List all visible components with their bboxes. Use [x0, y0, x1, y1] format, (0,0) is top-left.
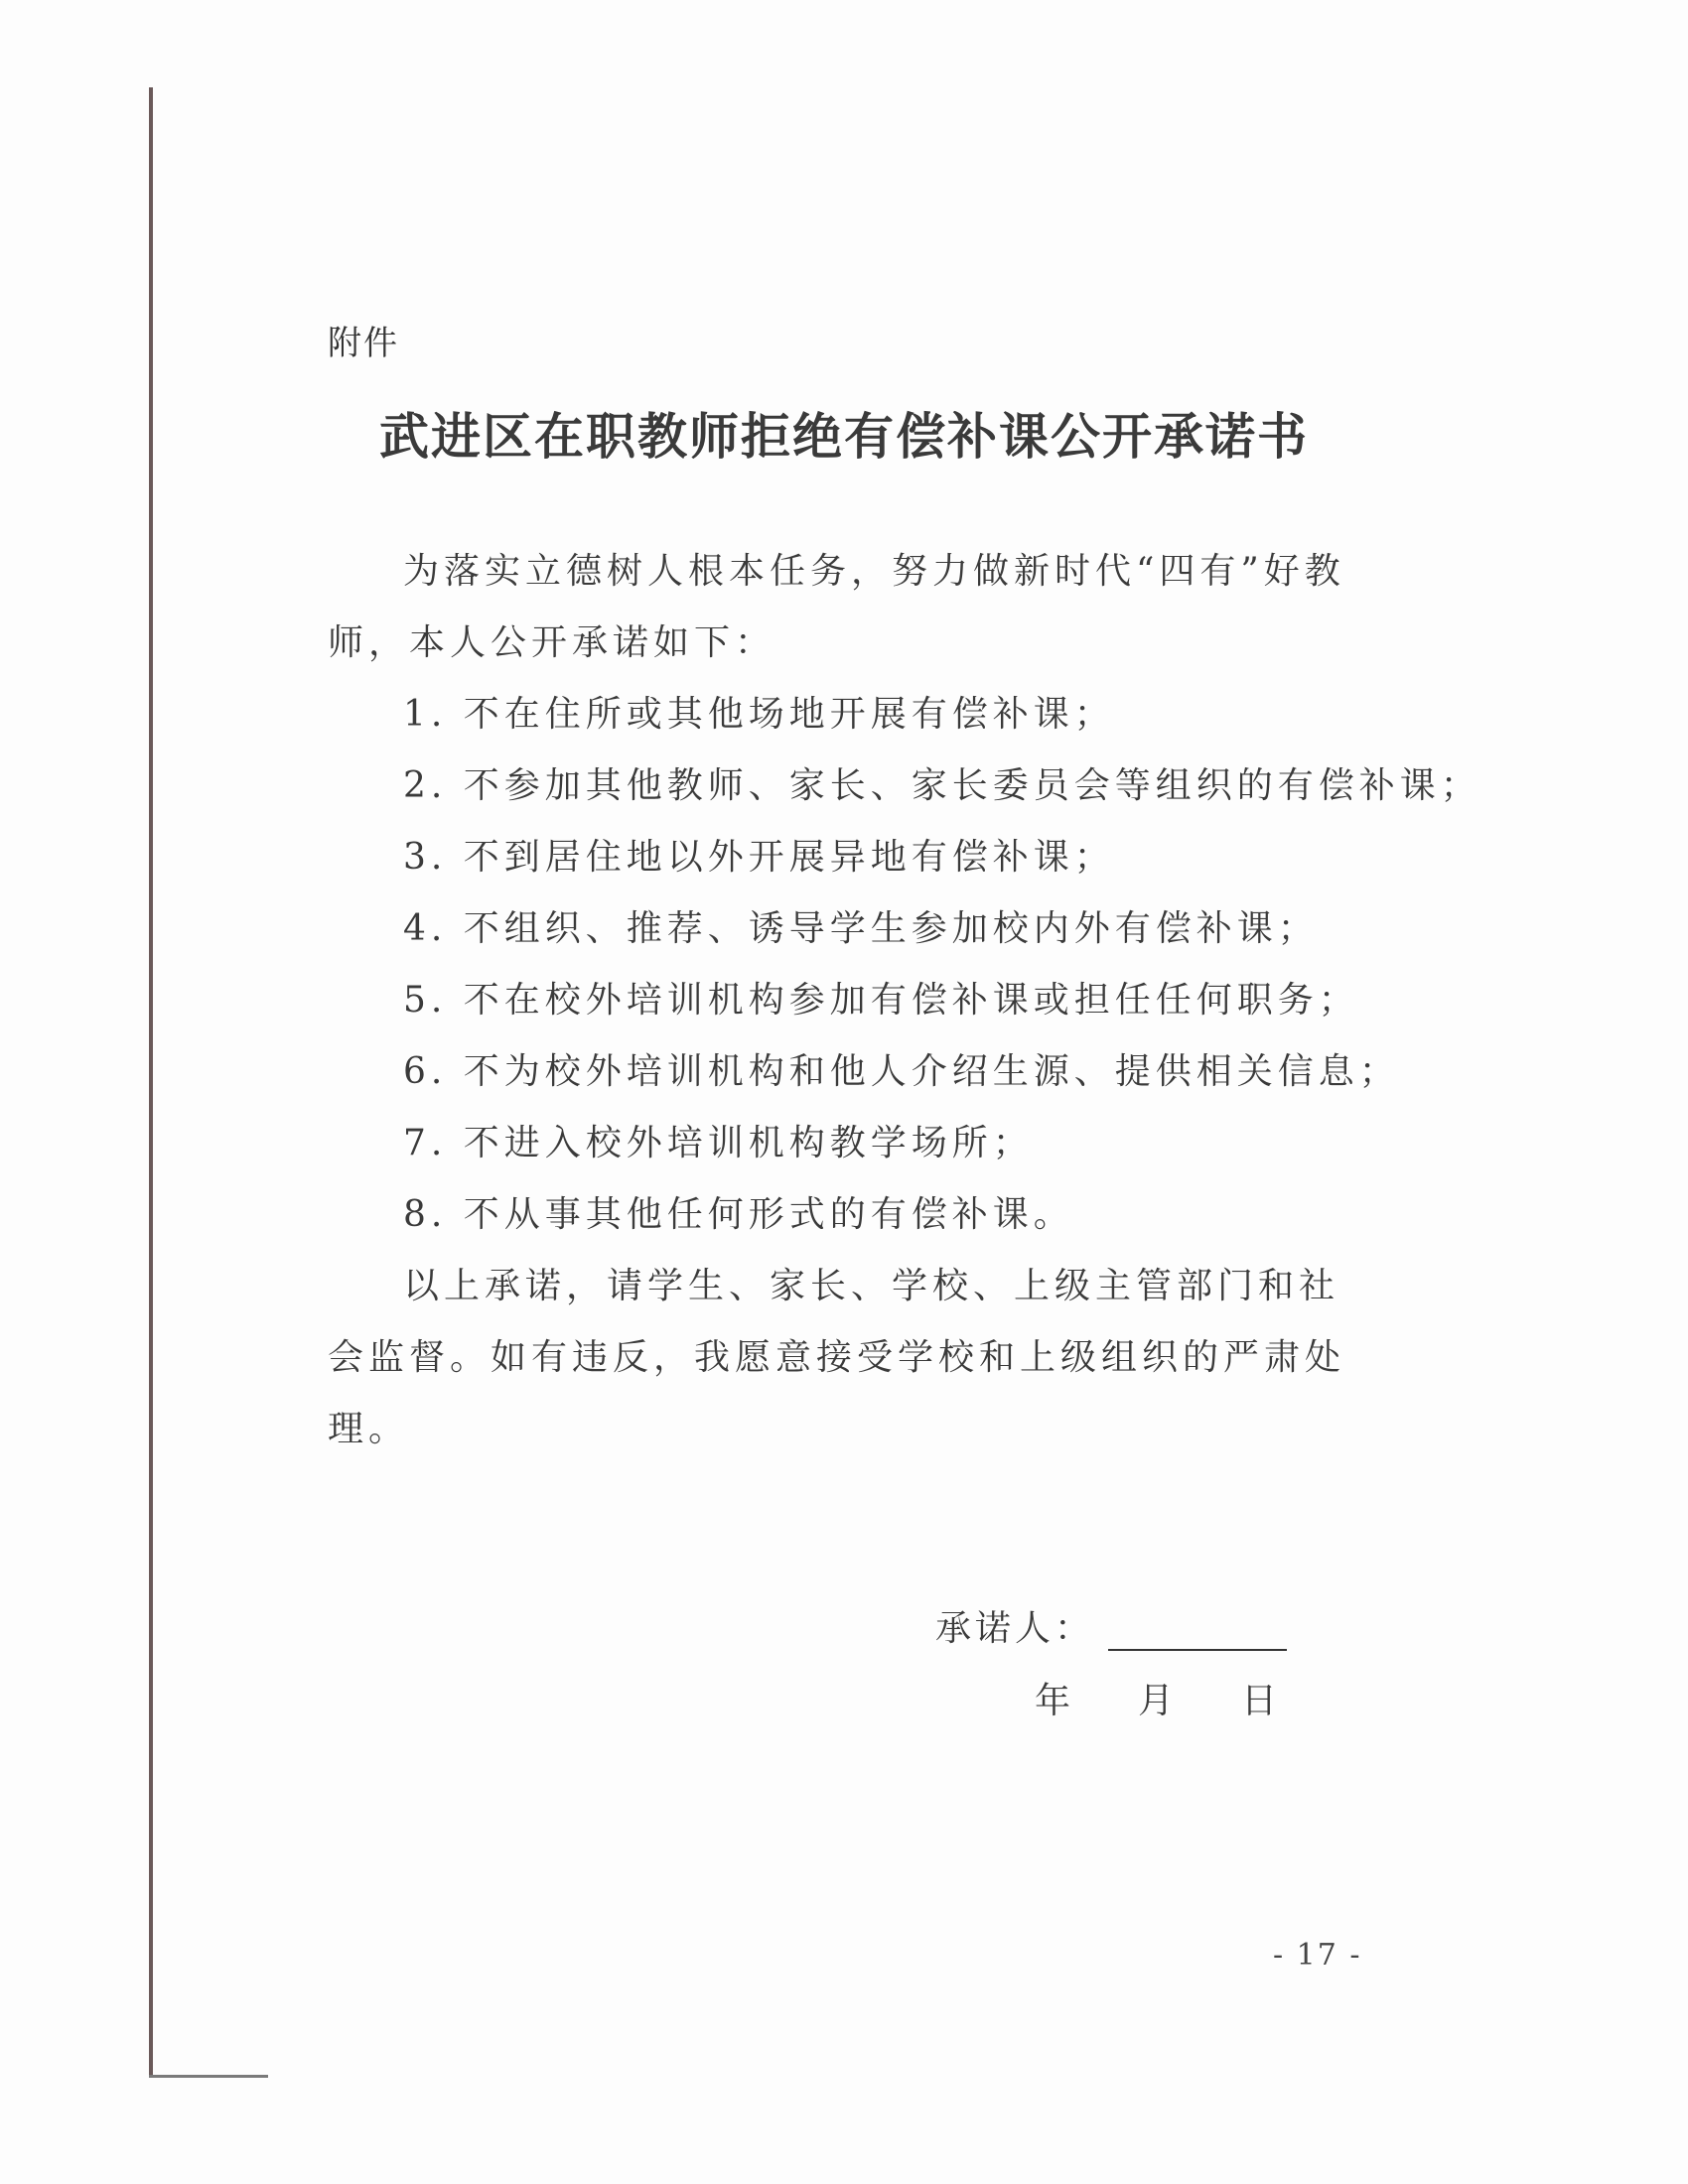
commitment-item: 7. 不进入校外培训机构教学场所；: [403, 1123, 1034, 1163]
commitment-item: 8. 不从事其他任何形式的有偿补课。: [403, 1194, 1074, 1235]
date-year-label: 年: [1035, 1681, 1071, 1721]
scan-bottom-edge: [149, 2075, 268, 2078]
commitment-list: [403, 679, 1481, 1251]
commitment-item: 4. 不组织、推荐、诱导学生参加校内外有偿补课；: [403, 908, 1319, 949]
date-day-label: 日: [1241, 1681, 1278, 1721]
scan-left-edge: [149, 87, 153, 2078]
commitment-item: 2. 不参加其他教师、家长、家长委员会等组织的有偿补课；: [403, 765, 1481, 806]
intro-paragraph: 为落实立德树人根本任务，努力做新时代“四有”好教师，本人公开承诺如下：: [328, 551, 1345, 663]
commitment-item: 1. 不在住所或其他场地开展有偿补课；: [403, 694, 1115, 735]
signature-line: [1108, 1609, 1287, 1651]
page-number: - 17 -: [1273, 1938, 1362, 1973]
date-month-label: 月: [1138, 1681, 1175, 1721]
commitment-item: 5. 不在校外培训机构参加有偿补课或担任任何职务；: [403, 980, 1359, 1021]
signer-label: 承诺人：: [935, 1608, 1095, 1649]
attachment-label: 附件: [328, 324, 399, 363]
commitment-item: 6. 不为校外培训机构和他人介绍生源、提供相关信息；: [403, 1051, 1400, 1092]
document-title: 武进区在职教师拒绝有偿补课公开承诺书: [379, 407, 1309, 466]
commitment-item: 3. 不到居住地以外开展异地有偿补课；: [403, 837, 1115, 878]
closing-paragraph: 以上承诺，请学生、家长、学校、上级主管部门和社会监督。如有违反，我愿意接受学校和上级组织的严肃处理。: [328, 1266, 1346, 1449]
date-row: [1035, 1673, 1277, 1723]
signer-row: [935, 1600, 1287, 1651]
